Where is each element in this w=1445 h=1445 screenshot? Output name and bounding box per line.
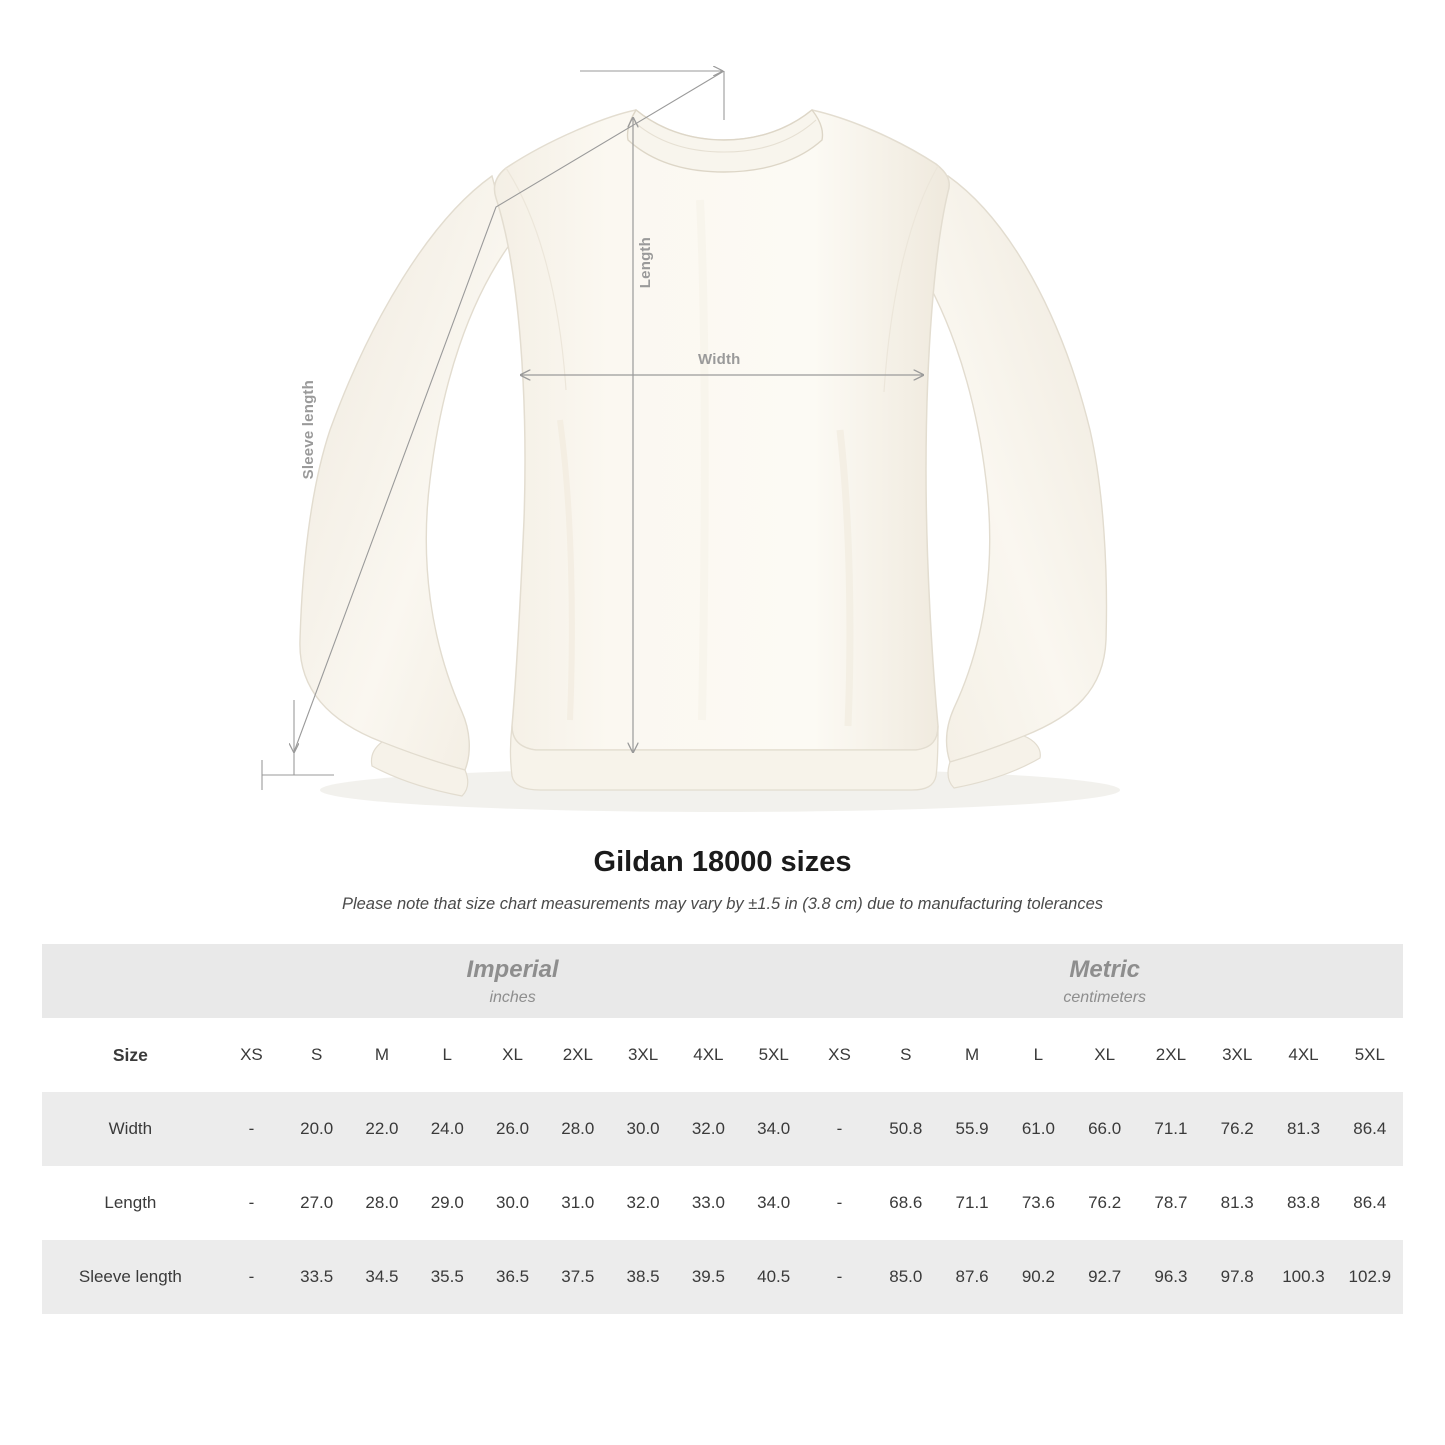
cell-width-3xl-cm: 76.2	[1204, 1092, 1270, 1166]
cell-width-2xl-cm: 71.1	[1138, 1092, 1204, 1166]
size-col-l-imperial: L	[415, 1018, 480, 1092]
size-col-m-metric: M	[939, 1018, 1005, 1092]
cell-sleeve-3xl-cm: 97.8	[1204, 1240, 1270, 1314]
cell-sleeve-2xl-cm: 96.3	[1138, 1240, 1204, 1314]
size-col-4xl-metric: 4XL	[1270, 1018, 1336, 1092]
cell-width-m-cm: 55.9	[939, 1092, 1005, 1166]
unit-header-blank	[42, 944, 219, 1018]
table-row	[42, 1240, 1403, 1314]
cell-sleeve-5xl-cm: 102.9	[1337, 1240, 1403, 1314]
metric-title: Metric	[1069, 956, 1141, 983]
cell-width-5xl-cm: 86.4	[1337, 1092, 1403, 1166]
cell-sleeve-2xl-in: 37.5	[545, 1240, 610, 1314]
cell-sleeve-xl-cm: 92.7	[1072, 1240, 1138, 1314]
cell-length-2xl-cm: 78.7	[1138, 1166, 1204, 1240]
size-col-l-metric: L	[1005, 1018, 1071, 1092]
row-label-length: Length	[42, 1166, 219, 1240]
size-table-wrapper	[0, 944, 1445, 1314]
cell-sleeve-4xl-in: 39.5	[676, 1240, 741, 1314]
cell-length-3xl-cm: 81.3	[1204, 1166, 1270, 1240]
size-col-m-imperial: M	[349, 1018, 414, 1092]
cell-sleeve-5xl-in: 40.5	[741, 1240, 806, 1314]
cell-width-xl-in: 26.0	[480, 1092, 545, 1166]
cell-sleeve-l-in: 35.5	[415, 1240, 480, 1314]
cell-length-xs-in: -	[219, 1166, 284, 1240]
cell-sleeve-xs-in: -	[219, 1240, 284, 1314]
size-table	[42, 944, 1403, 1314]
cell-length-2xl-in: 31.0	[545, 1166, 610, 1240]
cell-length-s-cm: 68.6	[873, 1166, 939, 1240]
cell-length-5xl-cm: 86.4	[1337, 1166, 1403, 1240]
cell-width-3xl-in: 30.0	[610, 1092, 675, 1166]
cell-sleeve-m-in: 34.5	[349, 1240, 414, 1314]
size-col-2xl-imperial: 2XL	[545, 1018, 610, 1092]
size-col-4xl-imperial: 4XL	[676, 1018, 741, 1092]
cell-sleeve-xl-in: 36.5	[480, 1240, 545, 1314]
size-col-5xl-imperial: 5XL	[741, 1018, 806, 1092]
page-title: Gildan 18000 sizes	[593, 846, 852, 878]
cell-length-5xl-in: 34.0	[741, 1166, 806, 1240]
cell-width-m-in: 22.0	[349, 1092, 414, 1166]
cell-width-4xl-cm: 81.3	[1270, 1092, 1336, 1166]
cell-length-4xl-in: 33.0	[676, 1166, 741, 1240]
cell-length-s-in: 27.0	[284, 1166, 349, 1240]
table-row	[42, 1092, 1403, 1166]
size-col-xl-imperial: XL	[480, 1018, 545, 1092]
row-label-sleeve-length: Sleeve length	[42, 1240, 219, 1314]
table-row	[42, 1166, 1403, 1240]
length-dimension-label: Length	[637, 237, 654, 289]
cell-sleeve-xs-cm: -	[806, 1240, 872, 1314]
size-col-xs-metric: XS	[806, 1018, 872, 1092]
cell-width-s-in: 20.0	[284, 1092, 349, 1166]
size-col-xs-imperial: XS	[219, 1018, 284, 1092]
tolerance-note: Please note that size chart measurements may vary by ±1.5 in (3.8 cm) due to manufacturing tolerances	[341, 895, 1104, 913]
size-row-label: Size	[42, 1018, 219, 1092]
cell-sleeve-3xl-in: 38.5	[610, 1240, 675, 1314]
cell-width-l-cm: 61.0	[1005, 1092, 1071, 1166]
cell-width-s-cm: 50.8	[873, 1092, 939, 1166]
cell-width-4xl-in: 32.0	[676, 1092, 741, 1166]
imperial-subtitle: inches	[489, 989, 536, 1006]
cell-length-l-in: 29.0	[415, 1166, 480, 1240]
imperial-title: Imperial	[466, 956, 559, 983]
cell-length-xl-in: 30.0	[480, 1166, 545, 1240]
size-col-s-metric: S	[873, 1018, 939, 1092]
cell-width-2xl-in: 28.0	[545, 1092, 610, 1166]
cell-length-4xl-cm: 83.8	[1270, 1166, 1336, 1240]
cell-sleeve-s-in: 33.5	[284, 1240, 349, 1314]
size-col-3xl-imperial: 3XL	[610, 1018, 675, 1092]
cell-sleeve-s-cm: 85.0	[873, 1240, 939, 1314]
cell-sleeve-m-cm: 87.6	[939, 1240, 1005, 1314]
cell-length-l-cm: 73.6	[1005, 1166, 1071, 1240]
metric-group-header	[806, 944, 1403, 1018]
imperial-group-header	[219, 944, 807, 1018]
cell-length-xl-cm: 76.2	[1072, 1166, 1138, 1240]
size-col-2xl-metric: 2XL	[1138, 1018, 1204, 1092]
cell-width-xs-in: -	[219, 1092, 284, 1166]
cell-sleeve-4xl-cm: 100.3	[1270, 1240, 1336, 1314]
metric-subtitle: centimeters	[1063, 989, 1147, 1006]
size-header-row	[42, 1018, 1403, 1092]
sleeve-dimension-label: Sleeve length	[300, 380, 317, 480]
size-col-xl-metric: XL	[1072, 1018, 1138, 1092]
cell-length-3xl-in: 32.0	[610, 1166, 675, 1240]
size-col-5xl-metric: 5XL	[1337, 1018, 1403, 1092]
size-col-3xl-metric: 3XL	[1204, 1018, 1270, 1092]
row-label-width: Width	[42, 1092, 219, 1166]
size-col-s-imperial: S	[284, 1018, 349, 1092]
cell-length-m-in: 28.0	[349, 1166, 414, 1240]
cell-width-xl-cm: 66.0	[1072, 1092, 1138, 1166]
cell-sleeve-l-cm: 90.2	[1005, 1240, 1071, 1314]
title-block	[0, 846, 1445, 914]
cell-width-l-in: 24.0	[415, 1092, 480, 1166]
cell-width-5xl-in: 34.0	[741, 1092, 806, 1166]
cell-width-xs-cm: -	[806, 1092, 872, 1166]
cell-length-m-cm: 71.1	[939, 1166, 1005, 1240]
width-dimension-label: Width	[698, 351, 741, 368]
cell-length-xs-cm: -	[806, 1166, 872, 1240]
unit-header-row	[42, 944, 1403, 1018]
